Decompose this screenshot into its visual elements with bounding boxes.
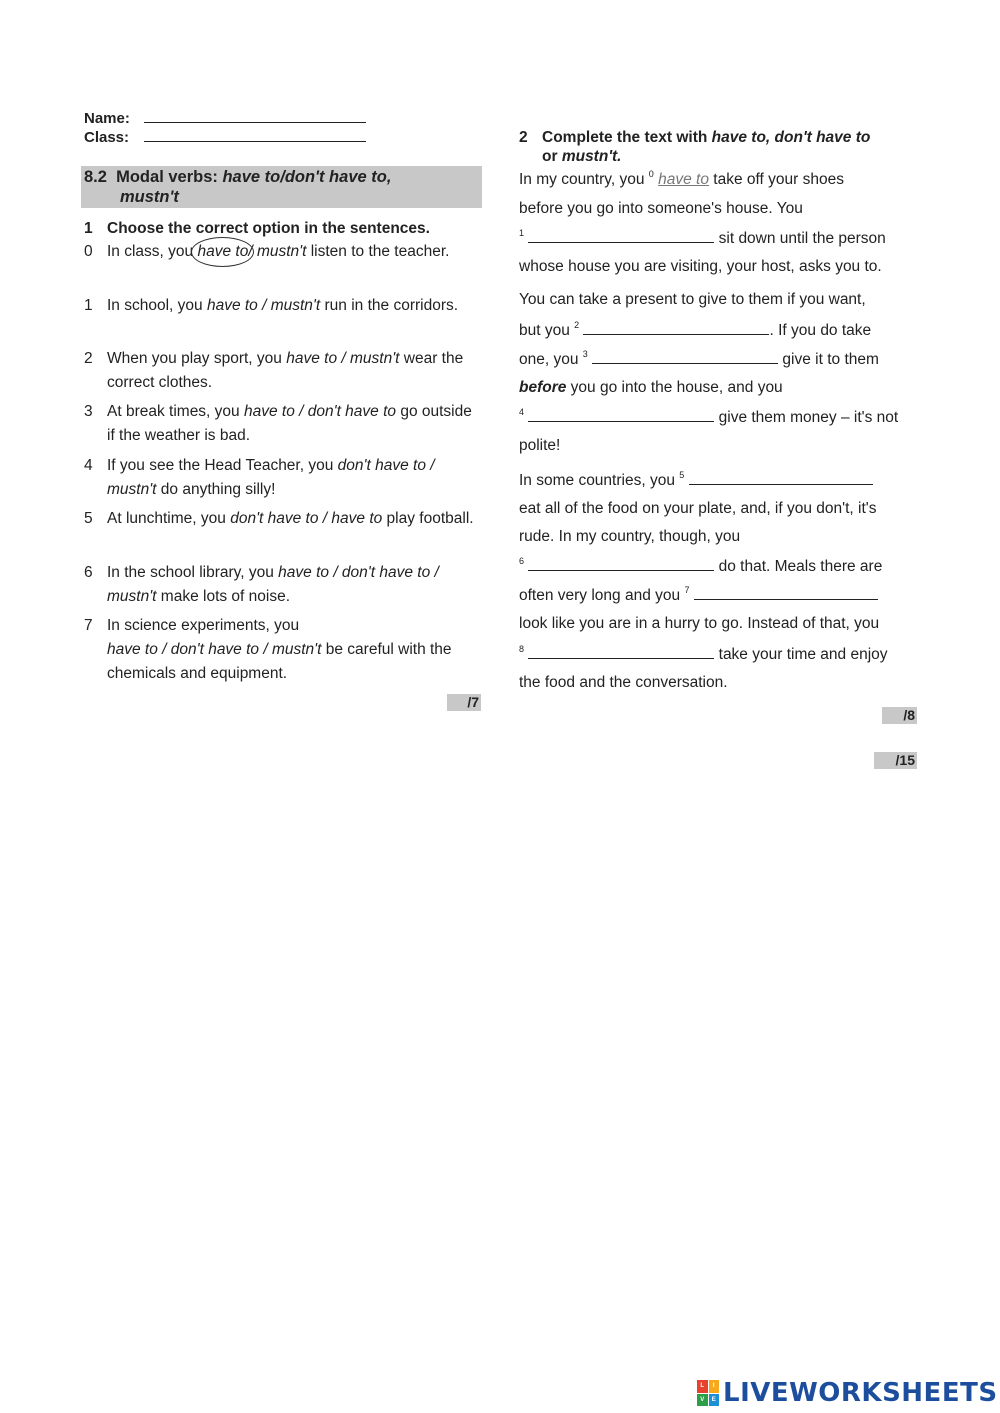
text-line <box>519 378 919 398</box>
exercise1-item-0 <box>84 240 479 264</box>
item-option[interactable]: have to / don't have to <box>243 403 397 420</box>
name-field[interactable] <box>144 108 366 123</box>
text-line <box>519 320 919 341</box>
text-line <box>519 407 919 428</box>
text-segment: one, you <box>519 351 583 368</box>
item-number: 0 <box>84 243 93 260</box>
section-title-italic-1: have to/don't have to, <box>222 168 392 186</box>
exercise1-item-4 <box>84 454 479 502</box>
logo-mark-letter: E <box>709 1394 720 1407</box>
item-number: 1 <box>84 297 93 314</box>
liveworksheets-logo <box>697 1378 998 1408</box>
circled-answer <box>197 240 248 264</box>
gap-number: 7 <box>684 585 690 595</box>
item-option[interactable]: have to / mustn't <box>206 297 321 314</box>
item-text-a: If you see the Head Teacher, you <box>107 457 338 474</box>
gap-number: 8 <box>519 644 525 654</box>
answer-blank-4[interactable] <box>528 407 714 422</box>
item-text-c: make lots of noise. <box>156 588 291 605</box>
exercise1-item-1 <box>84 294 479 318</box>
text-segment: often very long and you <box>519 587 685 604</box>
item-text-a: In school, you <box>107 297 207 314</box>
logo-text: LIVEWORKSHEETS <box>723 1378 998 1408</box>
gap-number: 4 <box>519 407 525 417</box>
answer-blank-7[interactable] <box>694 585 878 600</box>
text-line <box>519 585 919 606</box>
class-label: Class: <box>84 129 130 146</box>
text-segment: give it to them <box>778 351 879 368</box>
total-score: /15 <box>874 752 917 769</box>
text-line <box>519 257 919 277</box>
class-row <box>84 127 366 148</box>
text-line <box>519 436 919 456</box>
text-line <box>519 556 919 577</box>
answer-blank-6[interactable] <box>528 556 714 571</box>
gap-number: 0 <box>648 169 654 179</box>
item-number: 5 <box>84 510 93 527</box>
logo-mark-letter: L <box>697 1380 708 1393</box>
text-line <box>519 170 919 190</box>
item-option[interactable]: have to / don't have to / mustn't <box>107 641 322 658</box>
item-number: 3 <box>84 403 93 420</box>
text-segment: look like you are in a hurry to go. Instead of that, you <box>519 615 880 632</box>
item-number: 7 <box>84 617 93 634</box>
circled-option: have to <box>197 243 249 260</box>
logo-mark-letter: I <box>709 1380 720 1393</box>
text-segment: but you <box>519 322 575 339</box>
gap-number: 2 <box>574 320 580 330</box>
exercise1-score: /7 <box>447 694 481 711</box>
exercise1-instruction: Choose the correct option in the sentences. <box>107 220 430 237</box>
example-answer: have to <box>658 171 709 188</box>
text-segment: take off your shoes <box>708 171 844 188</box>
item-text-a: In class, you <box>107 243 198 260</box>
item-option-b: / mustn't <box>248 243 307 260</box>
answer-blank-2[interactable] <box>583 320 769 335</box>
text-segment: eat all of the food on your plate, and, if you don't, it's <box>519 500 877 517</box>
text-line <box>519 470 919 491</box>
text-line <box>519 228 919 249</box>
item-number: 2 <box>84 350 93 367</box>
section-title-italic-2: mustn't <box>120 188 179 206</box>
section-number: 8.2 <box>84 168 107 186</box>
item-number: 4 <box>84 457 93 474</box>
item-text-c: wear the correct clothes. <box>107 350 464 391</box>
text-line <box>519 527 919 547</box>
text-segment: you go into the house, and you <box>566 379 783 396</box>
item-text-a: In science experiments, you <box>107 617 300 634</box>
exercise1-heading <box>84 219 430 238</box>
item-text-c: go outside if the weather is bad. <box>107 403 472 444</box>
exercise2-instruction-1: Complete the text with <box>542 129 712 146</box>
text-line <box>519 673 919 693</box>
item-number: 6 <box>84 564 93 581</box>
text-line <box>519 644 919 665</box>
text-segment: . If you do take <box>769 322 872 339</box>
text-segment: In my country, you <box>519 171 649 188</box>
text-line <box>519 290 919 310</box>
text-line <box>519 199 919 219</box>
exercise2-instruction-italic-1: have to, don't have to <box>711 129 871 146</box>
name-row <box>84 108 366 129</box>
logo-mark-letter: V <box>697 1394 708 1407</box>
text-segment: In some countries, you <box>519 472 680 489</box>
gap-number: 5 <box>679 470 685 480</box>
item-text-a: At break times, you <box>107 403 244 420</box>
text-line <box>519 499 919 519</box>
text-line <box>519 349 919 370</box>
text-segment: the food and the conversation. <box>519 674 728 691</box>
exercise1-item-6 <box>84 561 479 609</box>
item-text-a: When you play sport, you <box>107 350 287 367</box>
item-text-c: run in the corridors. <box>320 297 459 314</box>
class-field[interactable] <box>144 127 366 142</box>
text-segment: polite! <box>519 437 561 454</box>
answer-blank-8[interactable] <box>528 644 714 659</box>
item-text-c: be careful with the chemicals and equipment. <box>107 641 452 682</box>
item-text-a: At lunchtime, you <box>107 510 231 527</box>
exercise2-score: /8 <box>882 707 917 724</box>
text-segment: take your time and enjoy <box>714 646 888 663</box>
text-line <box>519 614 919 634</box>
item-text-c: play football. <box>382 510 474 527</box>
exercise1-item-3 <box>84 400 479 448</box>
gap-number: 3 <box>582 349 588 359</box>
item-option[interactable]: have to / mustn't <box>286 350 400 367</box>
exercise2-number: 2 <box>519 129 528 146</box>
exercise1-item-5 <box>84 507 479 531</box>
exercise1-item-2 <box>84 347 479 395</box>
emphasis-word: before <box>519 379 567 396</box>
section-title <box>84 167 391 207</box>
text-segment: sit down until the person <box>714 230 886 247</box>
logo-mark-icon <box>697 1380 719 1406</box>
item-option[interactable]: don't have to / have to <box>230 510 383 527</box>
exercise1-number: 1 <box>84 220 93 237</box>
exercise1-item-7 <box>84 614 479 686</box>
answer-blank-5[interactable] <box>689 470 873 485</box>
text-segment: do that. Meals there are <box>714 558 883 575</box>
item-option[interactable]: have to / don't have to / mustn't <box>107 564 439 605</box>
item-text-c: do anything silly! <box>156 481 276 498</box>
item-text-a: In the school library, you <box>107 564 279 581</box>
gap-number: 1 <box>519 228 525 238</box>
text-segment: rude. In my country, though, you <box>519 528 741 545</box>
answer-blank-3[interactable] <box>592 349 778 364</box>
item-text-c: listen to the teacher. <box>306 243 450 260</box>
section-title-plain: Modal verbs: <box>116 168 223 186</box>
text-segment: whose house you are visiting, your host, asks you to. <box>519 258 882 275</box>
exercise2-instruction-2: or <box>542 148 562 165</box>
text-segment: before you go into someone's house. You <box>519 200 803 217</box>
item-option[interactable]: don't have to / mustn't <box>107 457 435 498</box>
text-segment: give them money – it's not <box>714 409 899 426</box>
answer-blank-1[interactable] <box>528 228 714 243</box>
text-segment: You can take a present to give to them if you want, <box>519 291 866 308</box>
exercise2-instruction-italic-2: mustn't. <box>561 148 622 165</box>
name-label: Name: <box>84 110 130 127</box>
exercise2-heading <box>519 128 919 166</box>
gap-number: 6 <box>519 556 525 566</box>
